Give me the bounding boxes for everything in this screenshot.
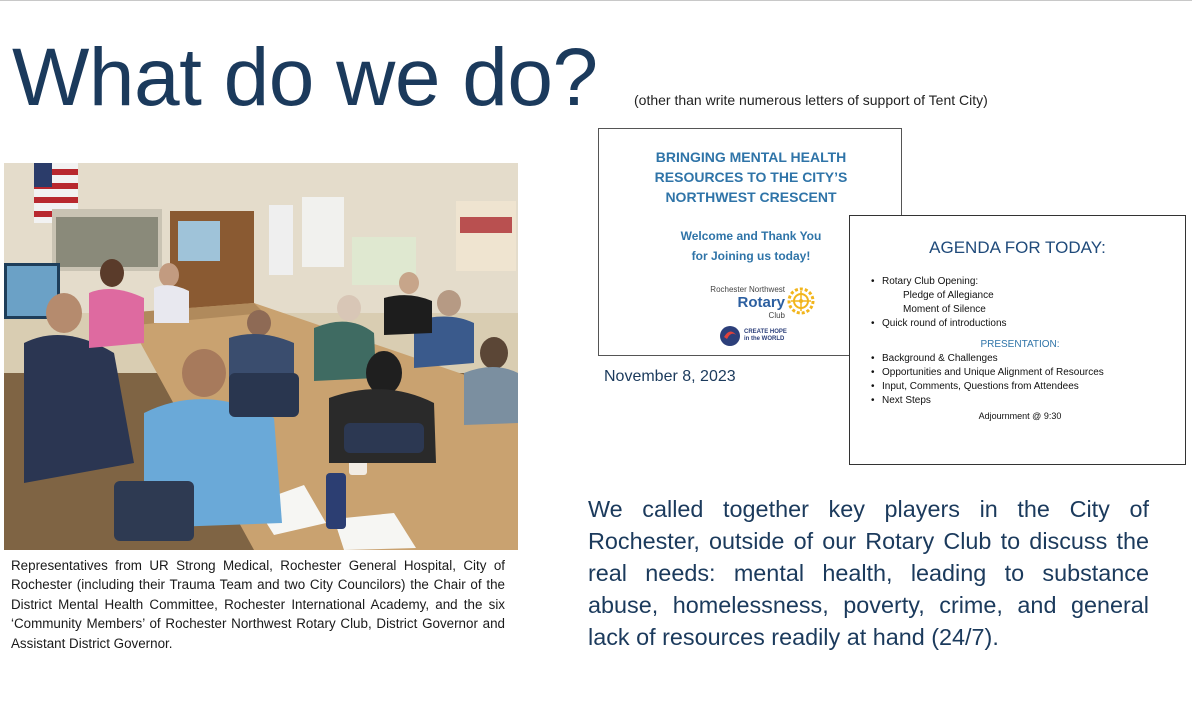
- agenda-item: • Input, Comments, Questions from Attendees: [870, 380, 1170, 394]
- agenda-subitem: Pledge of Allegiance: [903, 290, 994, 301]
- photo-caption: Representatives from UR Strong Medical, Rochester General Hospital, City of Rochester (including their Trauma Team and two City Councilors) the Chair of the District Mental Health Committee, Rochester International Academy, and the six ‘Community Members’ of Rochester Northwest Rotary Club, District Governor and Assistant District Governor.: [11, 558, 505, 651]
- agenda-item: • Quick round of introductions: [870, 317, 1170, 331]
- create-hope-icon: [719, 325, 741, 347]
- agenda-item: • Opportunities and Unique Alignment of Resources: [870, 366, 1170, 380]
- agenda-adjournment: Adjournment @ 9:30: [978, 411, 1062, 421]
- meeting-date: November 8, 2023: [604, 368, 736, 385]
- agenda-heading: AGENDA FOR TODAY:: [929, 238, 1106, 257]
- create-hope-text: [744, 329, 804, 343]
- welcome-slide-heading-line: BRINGING MENTAL HEALTH: [655, 149, 847, 165]
- rotary-logo-name: Rotary: [737, 294, 785, 311]
- rotary-logo-club: Club: [768, 311, 785, 320]
- welcome-slide-heading-line: NORTHWEST CRESCENT: [665, 189, 837, 205]
- create-hope-text-line: CREATE HOPE: [744, 329, 787, 335]
- create-hope-text-line: in the WORLD: [744, 336, 785, 342]
- top-divider: [0, 0, 1192, 1]
- create-hope-logo: [719, 325, 799, 351]
- rotary-wheel-icon: [787, 287, 815, 315]
- agenda-item: • Next Steps: [870, 394, 1170, 408]
- welcome-message-line: Welcome and Thank You: [680, 229, 822, 243]
- agenda-subitem: Moment of Silence: [903, 304, 986, 315]
- agenda-item: • Rotary Club Opening:: [870, 275, 1170, 289]
- summary-paragraph: We called together key players in the City of Rochester, outside of our Rotary Club to discuss the real needs: mental health, leading to substance abuse, homelessness, poverty, crime, and general lack of resources readily at hand (24/7).: [588, 496, 1149, 650]
- welcome-slide-heading-line: RESOURCES TO THE CITY’S: [654, 169, 848, 185]
- welcome-message-line: for Joining us today!: [691, 249, 811, 263]
- agenda-item: • Background & Challenges: [870, 352, 1170, 366]
- rotary-logo: [695, 283, 815, 323]
- meeting-photo: [4, 163, 518, 550]
- page-title: What do we do?: [12, 32, 598, 123]
- agenda-section-title: PRESENTATION:: [980, 339, 1060, 350]
- rotary-logo-subtitle: Rochester Northwest: [710, 285, 785, 294]
- page-subtitle: (other than write numerous letters of support of Tent City): [634, 92, 988, 108]
- meeting-photo-illustration: [4, 163, 518, 550]
- agenda-list: [870, 275, 1170, 423]
- welcome-slide-heading: [599, 147, 903, 207]
- agenda-slide-thumbnail: [849, 215, 1186, 465]
